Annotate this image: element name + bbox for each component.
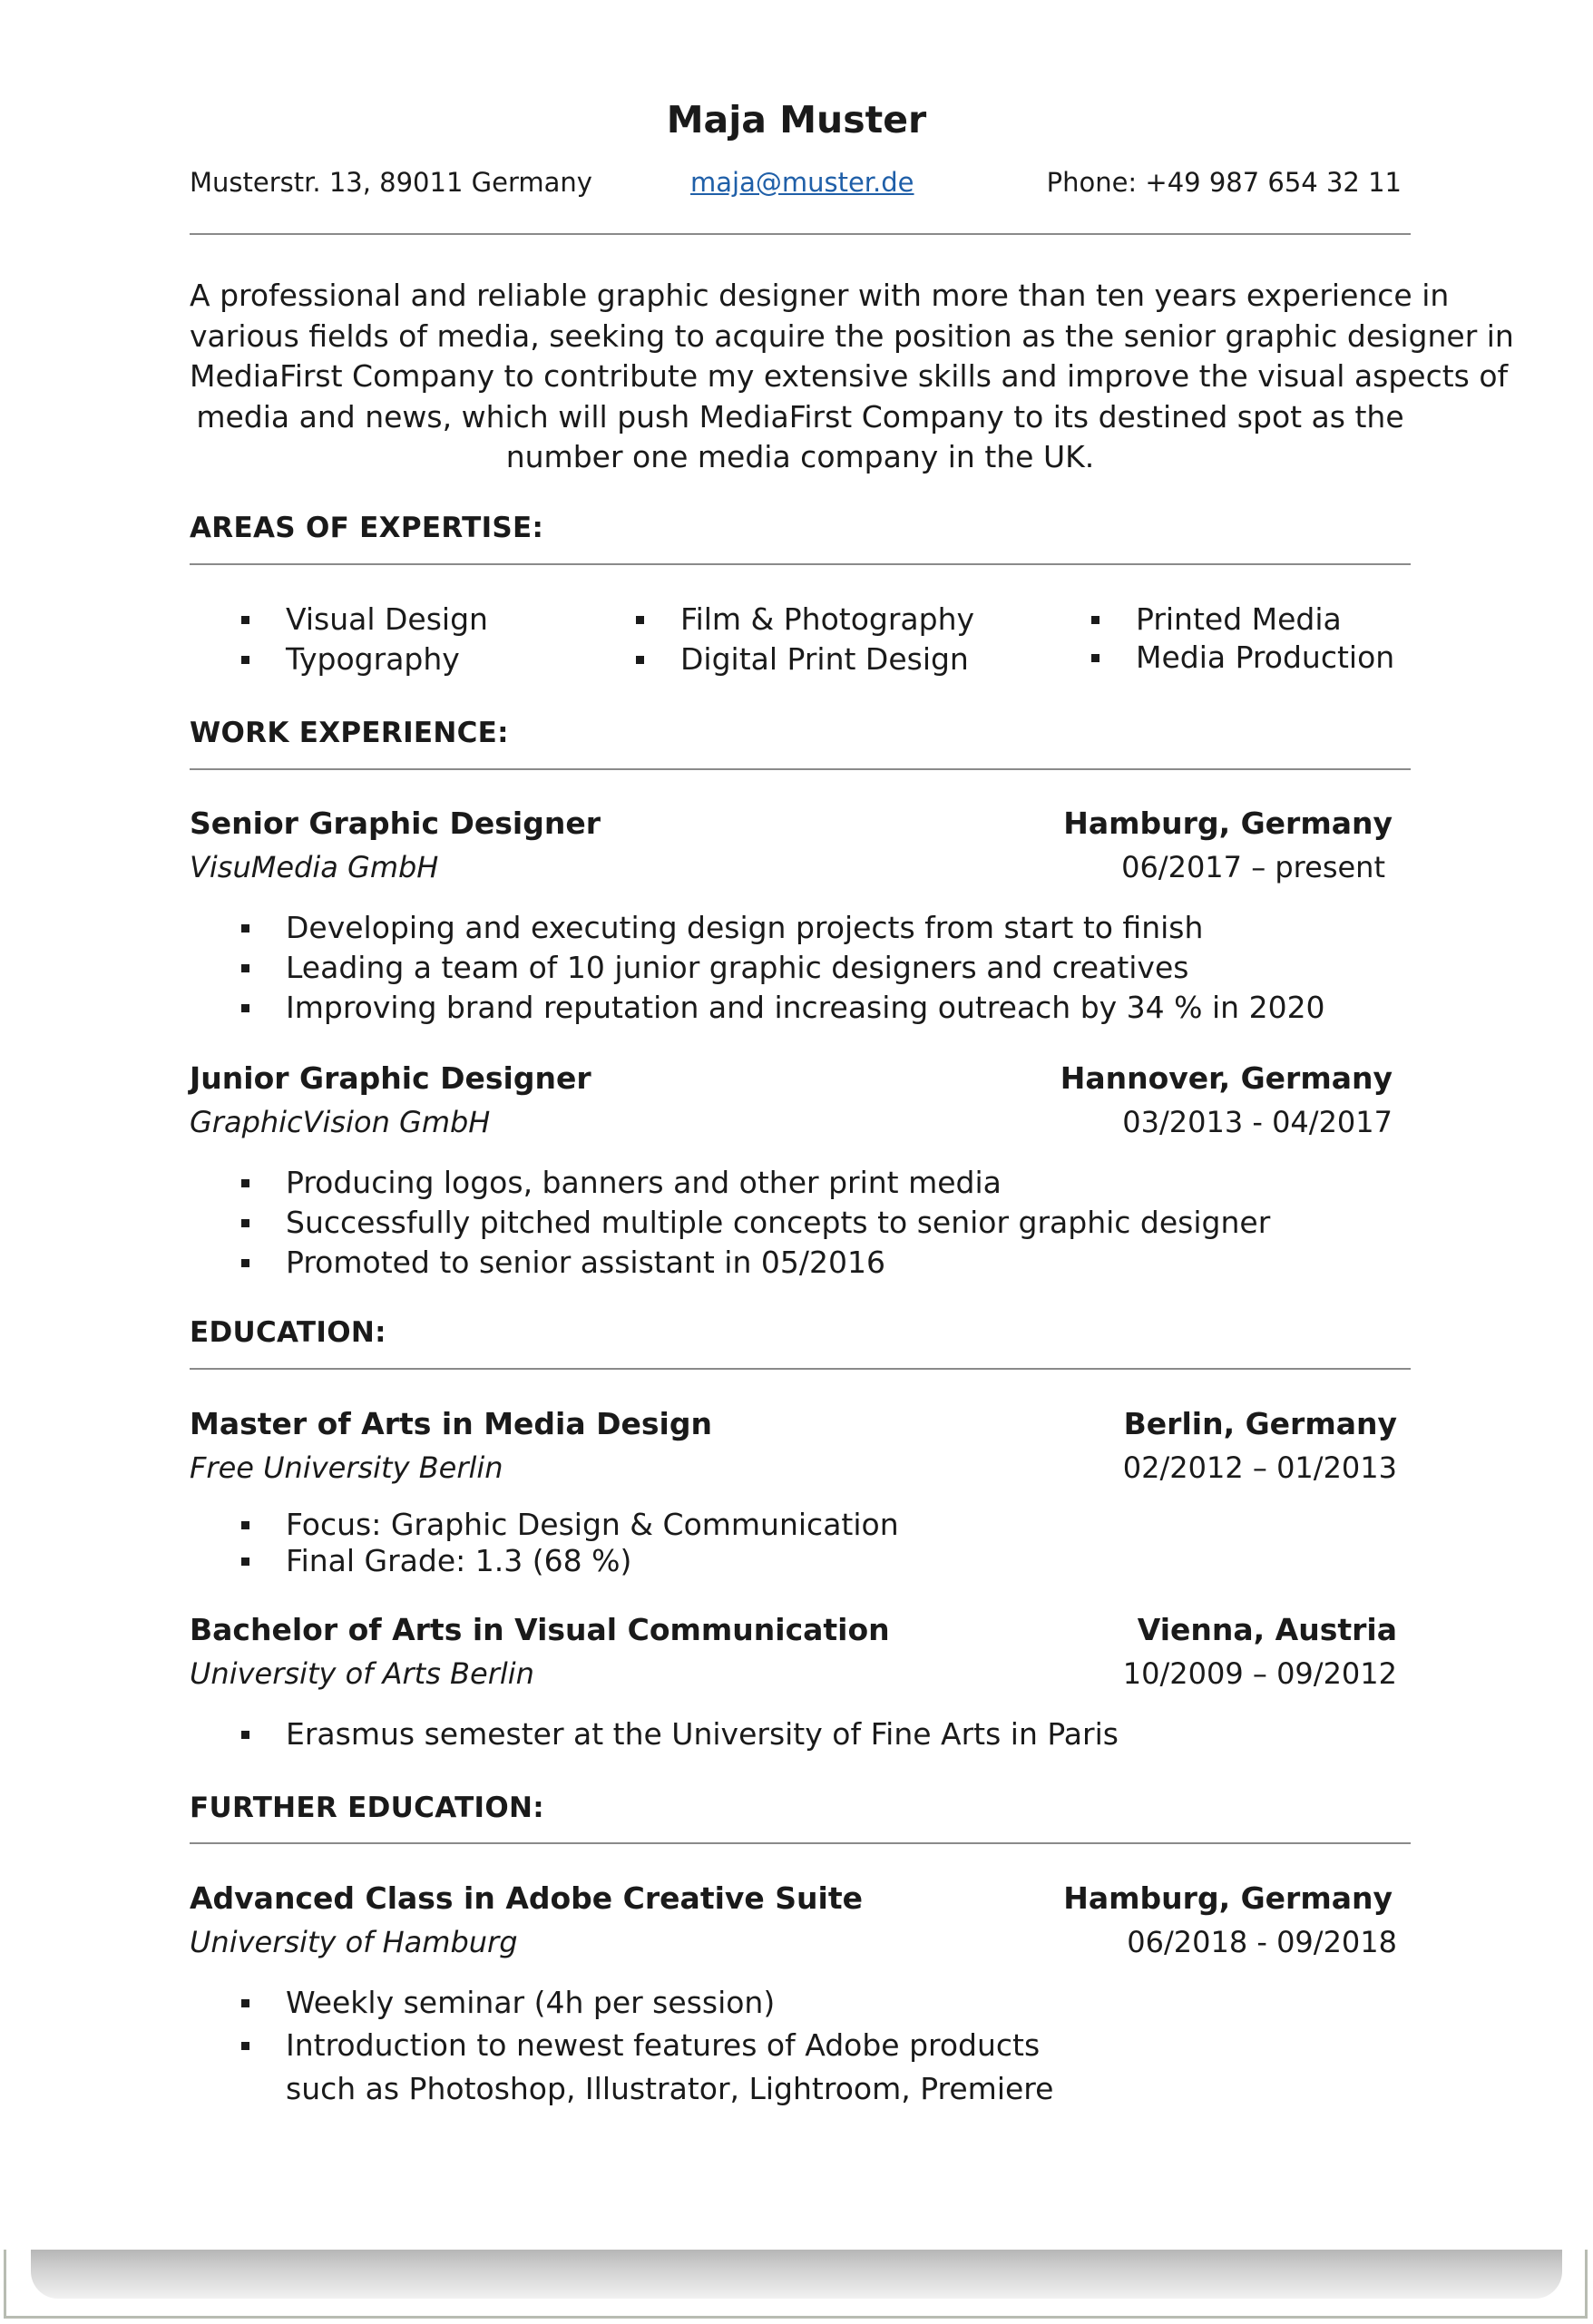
job-bullet: Producing logos, banners and other print media (286, 1165, 1002, 1200)
degree-bullet: Focus: Graphic Design & Communication (286, 1507, 899, 1542)
job-bullet: Successfully pitched multiple concepts to senior graphic designer (286, 1205, 1270, 1240)
expertise-item: Typography (286, 641, 460, 677)
school-name: University of Arts Berlin (190, 1656, 534, 1691)
work-heading: WORK EXPERIENCE: (190, 717, 509, 749)
summary-line: various fields of media, seeking to acquire the position as the senior graphic designer in (190, 317, 1514, 354)
work-divider (190, 768, 1411, 770)
bullet-icon (241, 1999, 249, 2007)
job-location: Hannover, Germany (1060, 1060, 1393, 1096)
further-education-heading: FURTHER EDUCATION: (190, 1792, 544, 1824)
job-bullet: Leading a team of 10 junior graphic designers and creatives (286, 950, 1188, 985)
education-divider (190, 1368, 1411, 1370)
bullet-icon (241, 2042, 249, 2050)
page-shadow (31, 2250, 1562, 2299)
bullet-icon (241, 964, 249, 972)
course-dates: 06/2018 - 09/2018 (1127, 1925, 1397, 1959)
summary-line: MediaFirst Company to contribute my extensive skills and improve the visual aspects of (190, 358, 1509, 394)
school-name: Free University Berlin (190, 1450, 503, 1485)
course-title: Advanced Class in Adobe Creative Suite (190, 1880, 864, 1916)
expertise-item: Digital Print Design (680, 641, 969, 677)
bullet-icon (1091, 654, 1099, 662)
expertise-item: Media Production (1136, 640, 1394, 675)
bullet-icon (241, 1179, 249, 1187)
degree-location: Berlin, Germany (1123, 1406, 1397, 1441)
expertise-item: Film & Photography (680, 601, 974, 637)
job-company: VisuMedia GmbH (190, 850, 439, 884)
bullet-icon (241, 1259, 249, 1267)
bullet-icon (241, 1219, 249, 1227)
further-education-divider (190, 1842, 1411, 1844)
header-divider (190, 233, 1411, 235)
job-location: Hamburg, Germany (1063, 806, 1393, 841)
bullet-icon (241, 616, 249, 624)
job-title: Junior Graphic Designer (190, 1060, 591, 1096)
course-bullet: Weekly seminar (4h per session) (286, 1985, 775, 2020)
job-dates: 03/2013 - 04/2017 (1122, 1105, 1393, 1139)
address: Musterstr. 13, 89011 Germany (190, 167, 592, 198)
expertise-divider (190, 563, 1411, 565)
bullet-icon (241, 656, 249, 664)
course-bullet-continuation: such as Photoshop, Illustrator, Lightroom, Premiere (286, 2071, 1054, 2106)
course-location: Hamburg, Germany (1063, 1880, 1393, 1916)
degree-dates: 10/2009 – 09/2012 (1122, 1656, 1397, 1691)
bullet-icon (241, 1731, 249, 1739)
phone-number: Phone: +49 987 654 32 11 (1046, 167, 1402, 198)
bullet-icon (241, 1557, 249, 1566)
degree-title: Master of Arts in Media Design (190, 1406, 712, 1441)
degree-bullet: Erasmus semester at the University of Fine Arts in Paris (286, 1716, 1119, 1752)
degree-bullet: Final Grade: 1.3 (68 %) (286, 1543, 631, 1578)
expertise-item: Visual Design (286, 601, 488, 637)
bullet-icon (1091, 616, 1099, 624)
course-school: University of Hamburg (190, 1925, 518, 1959)
expertise-heading: AREAS OF EXPERTISE: (190, 512, 544, 544)
bullet-icon (636, 656, 644, 664)
education-heading: EDUCATION: (190, 1316, 386, 1349)
degree-title: Bachelor of Arts in Visual Communication (190, 1612, 890, 1647)
degree-dates: 02/2012 – 01/2013 (1122, 1450, 1397, 1485)
job-bullet: Improving brand reputation and increasing outreach by 34 % in 2020 (286, 990, 1325, 1025)
degree-location: Vienna, Austria (1137, 1612, 1397, 1647)
bullet-icon (636, 616, 644, 624)
job-company: GraphicVision GmbH (190, 1105, 491, 1139)
course-bullet: Introduction to newest features of Adobe products (286, 2027, 1040, 2063)
job-dates: 06/2017 – present (1121, 850, 1385, 884)
summary-line: A professional and reliable graphic designer with more than ten years experience in (190, 278, 1450, 313)
applicant-name: Maja Muster (666, 98, 927, 142)
job-title: Senior Graphic Designer (190, 806, 601, 841)
job-bullet: Developing and executing design projects from start to finish (286, 910, 1203, 945)
expertise-item: Printed Media (1136, 601, 1342, 637)
summary-line: media and news, which will push MediaFirst Company to its destined spot as the (196, 398, 1404, 435)
job-bullet: Promoted to senior assistant in 05/2016 (286, 1245, 885, 1280)
bullet-icon (241, 1004, 249, 1012)
bullet-icon (241, 1521, 249, 1529)
profile-summary (190, 276, 1514, 478)
bullet-icon (241, 924, 249, 933)
email-link[interactable]: maja@muster.de (690, 167, 914, 198)
summary-line: number one media company in the UK. (505, 439, 1095, 474)
